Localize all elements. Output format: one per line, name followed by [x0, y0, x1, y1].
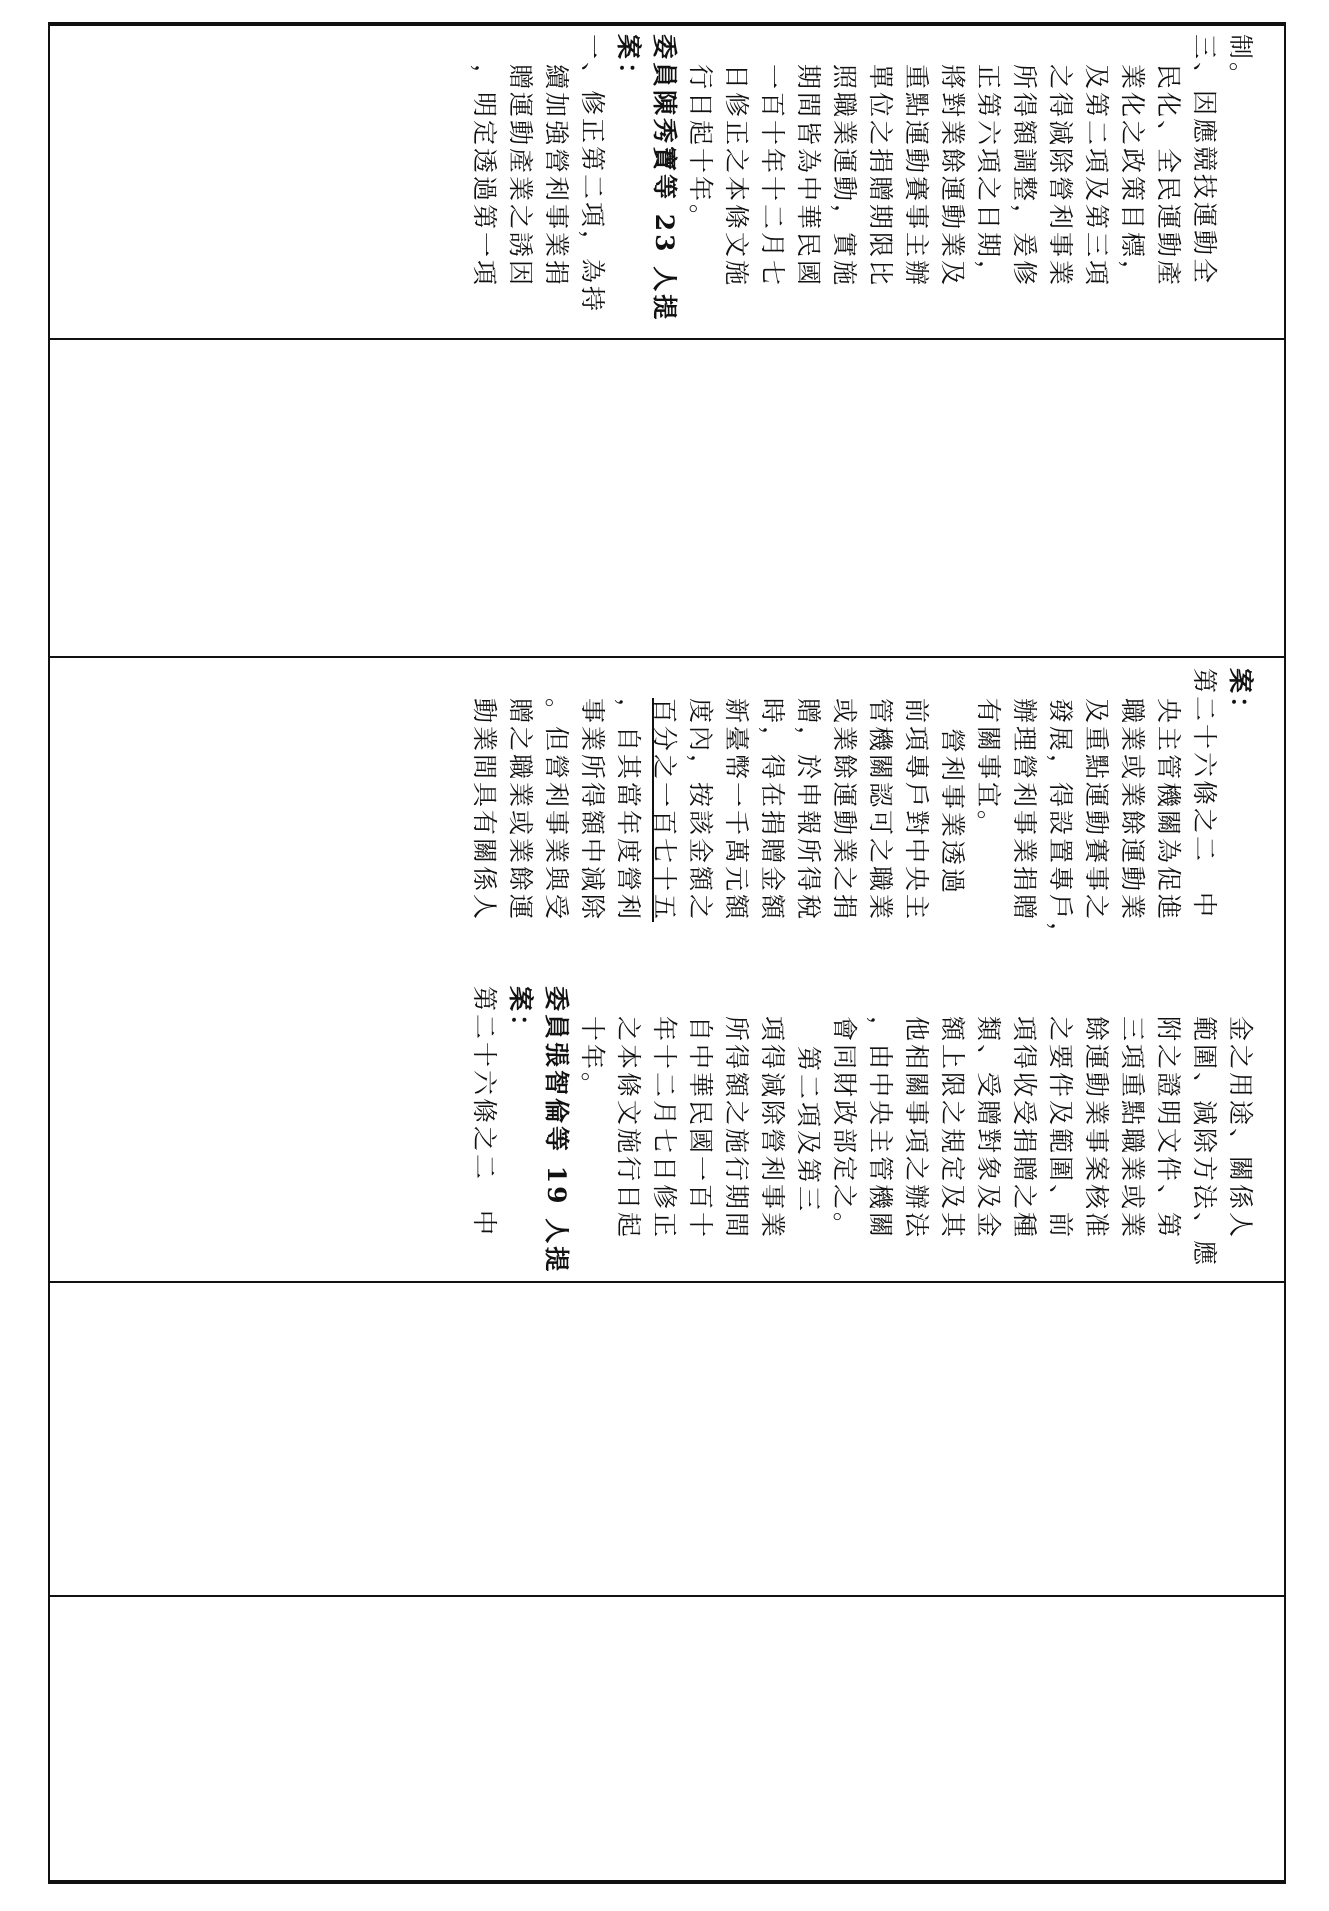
text-line: 管機關認可之職業 [866, 698, 895, 923]
text-line: 度內，按該金額之 [686, 698, 715, 923]
text-line: 前項專戶對中央主 [902, 698, 931, 923]
proposer-heading-end: 案： [506, 986, 535, 1043]
text-line: 附之證明文件、第 [1154, 1016, 1183, 1241]
text-line: 央主管機關為促進 [1154, 698, 1183, 923]
text-line: 之本條文施行日起 [614, 1016, 643, 1241]
text-line: ，明定透過第一項 [470, 64, 499, 289]
text-line: 金之用途、關係人 [1226, 1016, 1255, 1241]
text-line: 時，得在捐贈金額 [758, 698, 787, 923]
text-line: 正第六項之日期， [974, 64, 1003, 289]
row-rule-1 [48, 338, 1286, 340]
text-line: 項得減除營利事業 [758, 1016, 787, 1241]
text-line: 會同財政部定之。 [830, 1016, 859, 1241]
text-line: 業化之政策目標， [1118, 64, 1147, 289]
row-rule-4 [48, 1595, 1286, 1597]
text-line: 辦理營利事業捐贈 [1010, 698, 1039, 923]
top-rule [48, 22, 1286, 26]
amended-text-line: 百分之一百七十五 [650, 698, 679, 923]
right-border [1284, 22, 1286, 1882]
text-column-c [466, 986, 1258, 1286]
text-line: 第二十六條之二 中 [470, 986, 499, 1239]
left-border [48, 22, 50, 1882]
text-line: 營利事業透過 [938, 728, 967, 897]
text-line: 自中華民國一百十 [686, 1016, 715, 1241]
text-line: ，由中央主管機關 [866, 1016, 895, 1241]
text-line: 期間皆為中華民國 [794, 64, 823, 289]
text-line: 贈，於申報所得稅 [794, 698, 823, 923]
text-line: 制。 [1226, 34, 1255, 91]
text-line: 新臺幣一千萬元額 [722, 698, 751, 923]
text-line: 所得額調整，爰修 [1010, 64, 1039, 289]
text-line: ，自其當年度營利 [614, 698, 643, 923]
text-line: 照職業運動，實施 [830, 64, 859, 289]
text-line: 三項重點職業或業 [1118, 1016, 1147, 1241]
text-line: 他相關事項之辦法 [902, 1016, 931, 1241]
text-line: 所得額之施行期間 [722, 1016, 751, 1241]
text-column-a [466, 34, 1258, 334]
proposer-heading: 委員張智倫等 19 人提 [542, 986, 571, 1275]
text-line: 贈之職業或業餘運 [506, 698, 535, 923]
text-line: 及第二項及第三項 [1082, 64, 1111, 289]
text-line: 日修正之本條文施 [722, 64, 751, 289]
text-line: 或業餘運動業之捐 [830, 698, 859, 923]
text-line: 第二十六條之二 中 [1190, 668, 1219, 921]
text-line: 職業或業餘運動業 [1118, 698, 1147, 923]
text-line: 有關事宜。 [974, 698, 1003, 839]
proposal-heading: 案： [1226, 668, 1255, 725]
text-line: 第二項及第三 [794, 1046, 823, 1215]
proposer-heading-end: 案： [614, 34, 643, 91]
text-column-b [466, 668, 1258, 968]
text-line: 將對業餘運動業及 [938, 64, 967, 289]
text-line: 類、受贈對象及金 [974, 1016, 1003, 1241]
text-line: 事業所得額中減除 [578, 698, 607, 923]
bottom-rule [48, 1880, 1286, 1884]
text-line: 一百十年十二月七 [758, 64, 787, 289]
text-line: 三、因應競技運動全 [1190, 34, 1219, 287]
text-line: 之得減除營利事業 [1046, 64, 1075, 289]
text-line: 十年。 [578, 1016, 607, 1101]
text-line: 之要件及範圍、前 [1046, 1016, 1075, 1241]
text-line: 項得收受捐贈之種 [1010, 1016, 1039, 1241]
text-line: 重點運動賽事主辦 [902, 64, 931, 289]
proposer-heading: 委員陳秀寶等 23 人提 [650, 34, 679, 323]
text-line: 一、修正第二項，為持 [578, 34, 607, 315]
text-line: 民化、全民運動產 [1154, 64, 1183, 289]
text-line: 單位之捐贈期限比 [866, 64, 895, 289]
text-line: 年十二月七日修正 [650, 1016, 679, 1241]
text-line: 動業間具有關係人 [470, 698, 499, 923]
text-line: 餘運動業事案核准 [1082, 1016, 1111, 1241]
text-line: 額上限之規定及其 [938, 1016, 967, 1241]
text-line: 。但營利事業與受 [542, 698, 571, 923]
text-line: 發展，得設置專戶， [1046, 698, 1075, 951]
text-line: 範圍、減除方法、應 [1190, 1016, 1219, 1269]
text-line: 贈運動產業之誘因 [506, 64, 535, 289]
text-line: 及重點運動賽事之 [1082, 698, 1111, 923]
text-line: 行日起十年。 [686, 64, 715, 233]
text-line: 續加強營利事業捐 [542, 64, 571, 289]
row-rule-2 [48, 656, 1286, 658]
